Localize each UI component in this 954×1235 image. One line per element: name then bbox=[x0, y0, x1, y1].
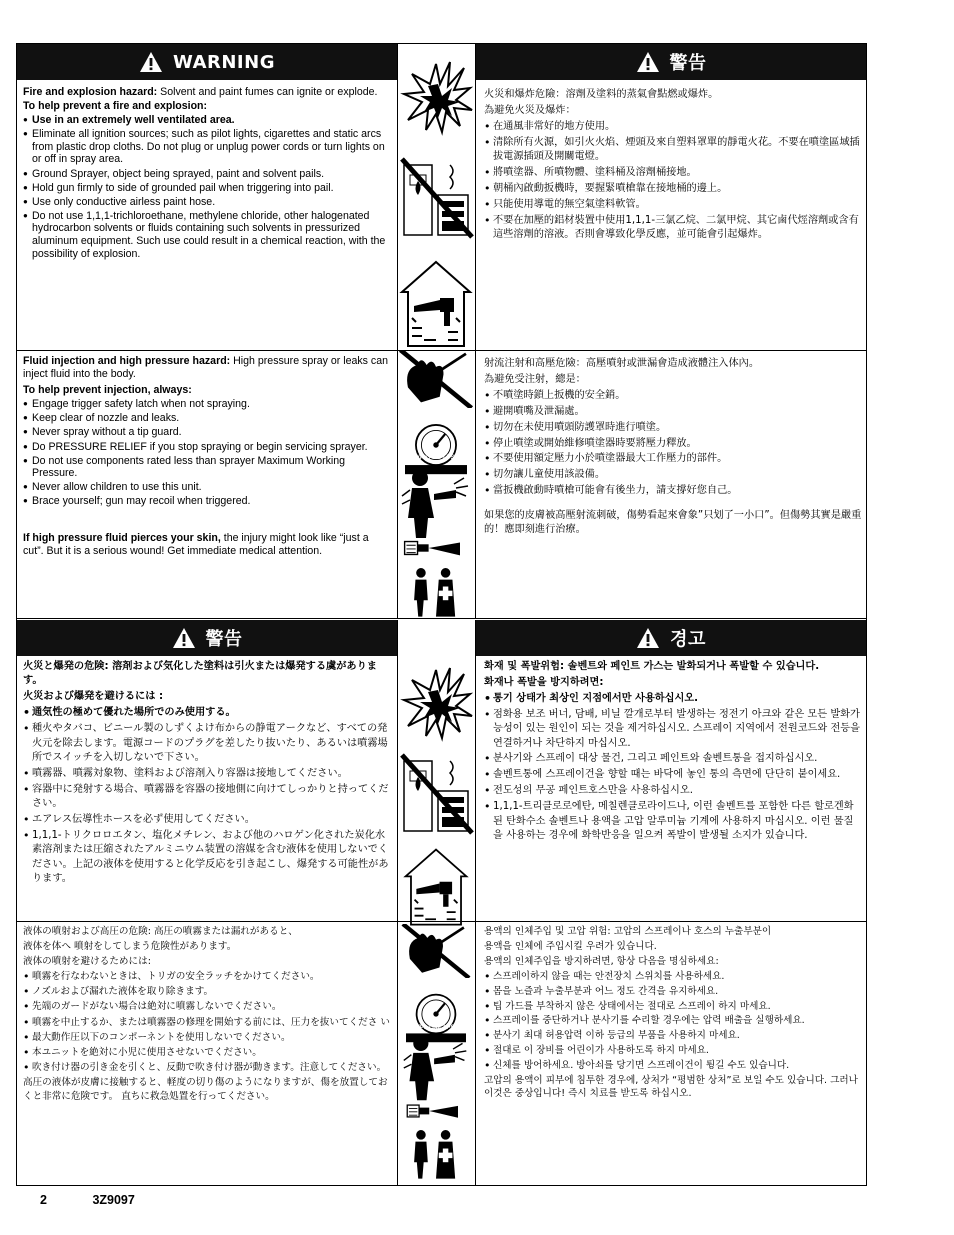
prevention-title: To help prevent a fire and explosion: bbox=[23, 100, 208, 113]
prevention-list bbox=[23, 970, 391, 1074]
hazard-description: 용액을 인체에 주입시킬 우려가 있습니다. bbox=[484, 940, 657, 952]
list-item: • 本ユニットを絶対に小児に使用させないでください。 bbox=[23, 1046, 391, 1060]
prevention-title: 화재나 폭발을 방지하려면: bbox=[484, 676, 604, 688]
section-divider bbox=[17, 618, 866, 619]
prevention-list bbox=[484, 389, 862, 499]
pierce-note: 고압의 용액이 피부에 침투한 경우에, 상처가 “평범한 상처”로 보일 수도 있습니다. 그러나 이것은 중상입니다! 즉시 치료를 받도록 하십시오. bbox=[484, 1075, 858, 1100]
hazard-title: Fire and explosion hazard: bbox=[23, 86, 158, 98]
list-item: • 절대로 이 장비를 어린이가 사용하도록 하지 마세요. bbox=[484, 1044, 862, 1057]
tip-guard-icon bbox=[398, 1100, 474, 1122]
warning-header-text: 警告 bbox=[669, 53, 707, 74]
prevention-title: 為避免火災及爆炸： bbox=[484, 104, 576, 116]
prevention-title: 為避免受注射，總是： bbox=[484, 373, 586, 385]
list-item: ● Never spray without a tip guard. bbox=[23, 426, 391, 439]
list-item: • 스프레이하지 않을 때는 안전장치 스위치를 사용하세요. bbox=[484, 970, 862, 983]
list-item: • 清除所有火源，如引火火焰、煙頭及來自塑料罩單的靜電火花。不要在噴塗區域插拔電源插頭及開關電燈。 bbox=[484, 136, 862, 165]
warning-header-text: 경고 bbox=[670, 629, 706, 650]
warning-header-ko bbox=[476, 620, 866, 656]
list-item: • 噴霧器、噴霧対象物、塗料および溶剤入り容器は接地してください。 bbox=[23, 767, 391, 781]
list-item: ● Do not use components rated less than sprayer Maximum Working Pressure. bbox=[23, 455, 391, 480]
list-item: • 避開噴嘴及泄漏處。 bbox=[484, 405, 862, 419]
list-item: • 스프레이를 중단하거나 분사기를 수리할 경우에는 압력 배출을 실행하세요. bbox=[484, 1014, 862, 1027]
hazard-title: 화재 및 폭발위험: 솔벤트와 페인트 가스는 발화되거나 폭발할 수 있습니다. bbox=[484, 661, 820, 672]
medical-attention-icon bbox=[398, 1128, 474, 1180]
prevention-list bbox=[484, 692, 862, 844]
injection-hazard-ja bbox=[23, 925, 391, 1185]
hazard-title: 液体の噴射および高圧の危険: 高圧の噴霧または漏れがあると、 bbox=[23, 926, 298, 937]
list-item: • 신체를 방어하세요. 방아쇠를 당기면 스프레이건이 튕길 수도 있습니다. bbox=[484, 1059, 862, 1072]
explosion-icon bbox=[398, 660, 474, 746]
warning-triangle-icon bbox=[172, 627, 196, 649]
list-item: • エアレス伝導性ホースを必ず使用してください。 bbox=[23, 813, 391, 827]
fire-hazard-en bbox=[23, 86, 391, 336]
medical-attention-icon bbox=[398, 566, 474, 618]
list-item: • 吹き付け器の引き金を引くと、反動で吹き付け器が動きます。注意してください。 bbox=[23, 1061, 391, 1075]
warning-header-ja bbox=[17, 620, 397, 656]
list-item: • 在通風非常好的地方使用。 bbox=[484, 120, 862, 134]
hazard-description: Solvent and paint fumes can ignite or explode. bbox=[157, 86, 378, 98]
list-item: • 通気性の極めて優れた場所でのみ使用する。 bbox=[23, 706, 391, 720]
prevention-list bbox=[484, 970, 862, 1073]
gun-recoil-icon bbox=[398, 464, 474, 544]
list-item: • 不要在加壓的鋁材裝置中使用1,1,1-三氯乙烷、二氯甲烷、其它鹵代烴溶劑或含有這些溶劑的溶液。否則會導致化學反應，並可能會引起爆炸。 bbox=[484, 214, 862, 243]
list-item: • 전도성의 무공 페인트호스만을 사용하십시오. bbox=[484, 784, 862, 798]
gauge-label: VPa / bar / PSI bbox=[415, 455, 457, 461]
list-item: • 當扳機啟動時噴槍可能會有後坐力，請支撐好您自己。 bbox=[484, 484, 862, 498]
list-item: • 先端のガードがない場合は絶対に噴霧しないでください。 bbox=[23, 1000, 391, 1014]
ventilated-area-icon bbox=[398, 846, 474, 930]
pierce-note: 如果您的皮膚被高壓射流刺破，傷勢看起來會象”只划了一小口”。但傷勢其實是嚴重的！應即刻進行治療。 bbox=[484, 509, 862, 536]
prevention-list bbox=[23, 114, 391, 260]
prevention-list bbox=[484, 120, 862, 243]
gun-recoil-icon bbox=[398, 1032, 474, 1104]
list-item: • 팁 가드를 부착하지 않은 상태에서는 절대로 스프레이 하지 마세요. bbox=[484, 1000, 862, 1013]
warning-triangle-icon bbox=[636, 627, 660, 649]
prevention-title: To help prevent injection, always: bbox=[23, 384, 192, 397]
list-item: • 1,1,1-트리클로로에탄, 메칠렌클로라이드나, 이런 솔벤트를 포함한 다른 할로겐화 된 탄화수소 솔벤트나 용액을 고압 알루미늄 기계에 사용하지 마십시오. 이런 물질을 사용하는 경우에 화학반응을 일으켜 폭발이 발생될 소지가 있습니다. bbox=[484, 800, 862, 843]
list-item: • 분사기와 스프레이 대상 물건, 그리고 페인트와 솔벤트통을 접지하십시오. bbox=[484, 752, 862, 766]
list-item: ● Never allow children to use this unit. bbox=[23, 481, 391, 494]
section-divider bbox=[17, 921, 866, 922]
list-item: ● Do not use 1,1,1-trichloroethane, methylene chloride, other halogenated hydrocarbon solvents or fluids containing such solvents in pressurized aluminum equipment. Such use could result in a chemical reaction, with the possibility of explosion. bbox=[23, 210, 391, 260]
safety-warnings-sheet bbox=[16, 43, 867, 1186]
list-item: • 몸을 노즐과 누출부분과 어느 정도 간격을 유지하세요. bbox=[484, 985, 862, 998]
prevention-title: 液体の噴射を避けるためには: bbox=[23, 956, 151, 968]
list-item: ● Keep clear of nozzle and leaks. bbox=[23, 412, 391, 425]
hazard-title: 火災と爆発の危険: 溶剤および気化した塗料は引火または爆発する虞があります。 bbox=[23, 661, 377, 687]
list-item: • 容器中に発射する場合、噴霧器を容器の接地側に向けてしっかりと持ってください。 bbox=[23, 783, 391, 812]
list-item: • 통기 상태가 최상인 지점에서만 사용하십시오. bbox=[484, 692, 862, 706]
pierce-note: 高圧の液体が皮膚に接触すると、軽度の切り傷のようになりますが、傷を放置しておくと非常に危険です。 直ちに救急処置を行ってください。 bbox=[23, 1076, 388, 1102]
list-item: • 噴霧を中止するか、または噴霧器の修理を開始する前には、圧力を抜いてくださ い bbox=[23, 1016, 391, 1030]
list-item: ● Use in an extremely well ventilated area. bbox=[23, 114, 391, 127]
hazard-title: Fluid injection and high pressure hazard: bbox=[23, 355, 231, 367]
page-footer bbox=[40, 1193, 177, 1207]
fire-hazard-zh bbox=[484, 88, 862, 338]
list-item: • 솔벤트통에 스프레이건을 향할 때는 바닥에 놓인 통의 측면에 단단히 붙이세요. bbox=[484, 768, 862, 782]
list-item: • 不要使用額定壓力小於噴塗器最大工作壓力的部件。 bbox=[484, 452, 862, 466]
fire-hazard-ja bbox=[23, 660, 391, 922]
prevention-list bbox=[23, 706, 391, 886]
prevention-title: 火災および爆発を避けるには : bbox=[23, 691, 164, 703]
list-item: ● Do PRESSURE RELIEF if you stop spraying or begin servicing sprayer. bbox=[23, 441, 391, 454]
tip-guard-icon bbox=[398, 536, 474, 560]
list-item: ● Ground Sprayer, object being sprayed, paint and solvent pails. bbox=[23, 168, 391, 181]
injection-hazard-zh bbox=[484, 357, 862, 617]
list-item: • ノズルおよび漏れた液体を取り除きます。 bbox=[23, 985, 391, 999]
warning-triangle-icon bbox=[139, 51, 163, 73]
list-item: • 停止噴塗或開始維修噴塗器時要將壓力釋放。 bbox=[484, 437, 862, 451]
no-ignition-sources-icon bbox=[398, 744, 474, 844]
injection-hand-icon bbox=[398, 350, 474, 408]
injection-hand-icon bbox=[398, 924, 474, 978]
list-item: ● Brace yourself; gun may recoil when triggered. bbox=[23, 495, 391, 508]
list-item: • 점화용 보조 버너, 담배, 비닐 깔개로부터 발생하는 정전기 아크와 같은 모든 발화가능성이 있는 원인이 되는 것을 제거하십시오. 스프레이 지역에서 전원코드와 전등을 연결하거나 차단하지 마십시오. bbox=[484, 708, 862, 751]
list-item: ● Eliminate all ignition sources; such as pilot lights, cigarettes and static arcs from plastic drop cloths. Do not plug or unplug power cords or turn lights on or off in spray area. bbox=[23, 128, 391, 166]
list-item: • 不噴塗時鎖上扳機的安全銷。 bbox=[484, 389, 862, 403]
explosion-icon bbox=[398, 54, 474, 140]
list-item: • 噴霧を行なわないときは、トリガの安全ラッチをかけてください。 bbox=[23, 970, 391, 984]
injection-hazard-ko bbox=[484, 925, 862, 1185]
list-item: • 只能使用導電的無空氣塗料軟管。 bbox=[484, 198, 862, 212]
list-item: • 분사기 최대 허용압력 이하 등급의 부품을 사용하지 마세요. bbox=[484, 1029, 862, 1042]
hazard-description: 液体を体へ 噴射をしてしまう危険性があります。 bbox=[23, 941, 237, 953]
document-number: 3Z9097 bbox=[92, 1193, 135, 1207]
warning-triangle-icon bbox=[636, 51, 660, 73]
ventilated-area-icon bbox=[398, 258, 474, 352]
list-item: • 種火やタバコ、ビニール製のしずくよけ布からの静電アークなど、すべての発火元を除去します。電源コードのプラグを差したり抜いたり、あるいは噴霧場所でスイッチを入切しないで下さい。 bbox=[23, 722, 391, 765]
list-item: ● Hold gun firmly to side of grounded pail when triggering into pail. bbox=[23, 182, 391, 195]
page-number: 2 bbox=[40, 1193, 47, 1207]
list-item: • 將噴塗器、所噴物體、塗料桶及溶劑桶接地。 bbox=[484, 166, 862, 180]
gauge-label: VPa / bar / PSI bbox=[415, 1025, 457, 1031]
hazard-icon-column-bottom bbox=[397, 620, 476, 1185]
hazard-title: 용액의 인체주입 및 고압 위험: 고압의 스프레이나 호스의 누출부분이 bbox=[484, 926, 772, 937]
pierce-description: the injury might look like “just a cut”. But it is a serious wound! Get immediate medical attention. bbox=[23, 532, 369, 557]
prevention-list bbox=[23, 398, 391, 508]
list-item: • 切勿在未使用噴頭防護罩時進行噴塗。 bbox=[484, 421, 862, 435]
fire-hazard-ko bbox=[484, 660, 862, 922]
list-item: • 朝桶內啟動扳機時，要握緊噴槍靠在接地桶的邊上。 bbox=[484, 182, 862, 196]
list-item: ● Engage trigger safety latch when not spraying. bbox=[23, 398, 391, 411]
section-divider bbox=[17, 350, 866, 351]
hazard-icon-column-top bbox=[397, 44, 476, 619]
warning-header-en bbox=[17, 44, 397, 80]
injection-hazard-en bbox=[23, 355, 391, 615]
list-item: • 1,1,1-トリクロロエタン、塩化メチレン、および他のハロゲン化された炭化水素溶剤または圧縮されたアルミニウム装置の溶媒を含む液体を使用しないでください。上記の液体を使用すると化学反応を引き起こし、爆発する可能性があります。 bbox=[23, 829, 391, 887]
hazard-description: High pressure spray or leaks can inject fluid into the body. bbox=[23, 355, 389, 380]
pierce-title: If high pressure fluid pierces your skin, bbox=[23, 532, 221, 545]
hazard-title: 火災和爆炸危險：溶劑及塗料的蒸氣會點燃或爆炸。 bbox=[484, 89, 719, 100]
list-item: ● Use only conductive airless paint hose. bbox=[23, 196, 391, 209]
no-ignition-sources-icon bbox=[398, 144, 474, 252]
prevention-title: 용액의 인체주입을 방지하려면, 항상 다음을 명심하세요: bbox=[484, 955, 719, 967]
hazard-title: 射流注射和高壓危險：高壓噴射或泄漏會造成液體注入体內。 bbox=[484, 358, 760, 369]
warning-header-text: WARNING bbox=[173, 51, 275, 73]
warning-header-zh bbox=[476, 44, 866, 80]
warning-header-text: 警告 bbox=[205, 629, 243, 650]
list-item: • 最大動作圧以下のコンポーネントを使用しないでください。 bbox=[23, 1031, 391, 1045]
list-item: • 切勿讓儿童使用該設備。 bbox=[484, 468, 862, 482]
